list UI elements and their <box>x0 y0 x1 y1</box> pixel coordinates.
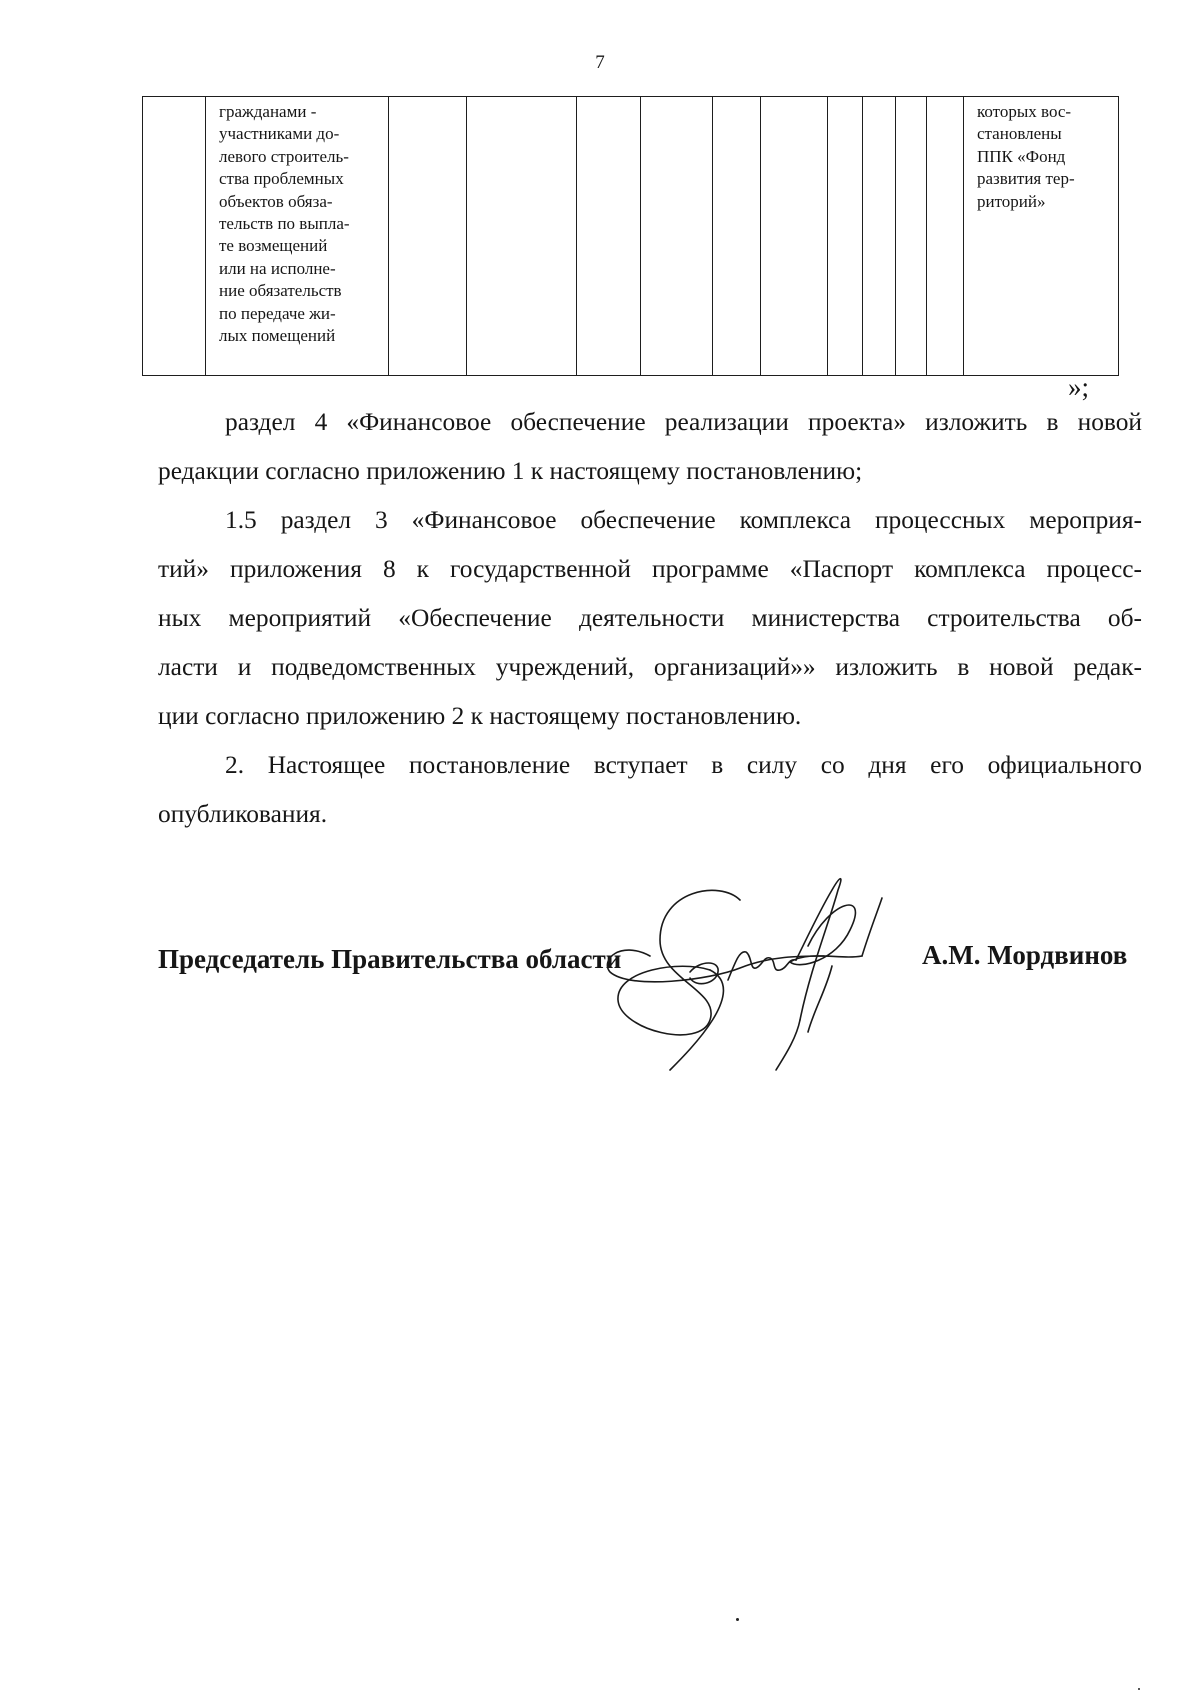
table-cell-empty <box>467 97 577 376</box>
table-cell-line: которых вос- <box>977 102 1072 121</box>
paragraph-line: ных мероприятий «Обеспечение деятельности министерства строительства об- <box>158 604 1142 632</box>
table-cell-line: ние обязательств <box>219 281 342 301</box>
table-cell-line: ства проблемных <box>219 169 344 189</box>
paragraph <box>158 398 1142 496</box>
body-text <box>158 398 1142 839</box>
paragraph-line: раздел 4 «Финансовое обеспечение реализации проекта» изложить в новой <box>225 408 1142 436</box>
continuation-table <box>142 96 1119 376</box>
table-cell-empty <box>389 97 467 376</box>
signatory-name: А.М. Мордвинов <box>922 940 1128 970</box>
table-cell-empty <box>641 97 713 376</box>
scan-speck <box>736 1618 739 1621</box>
table-cell-empty <box>896 97 927 376</box>
table-cell-line: участниками до- <box>219 124 340 144</box>
table-cell-line: левого строитель- <box>219 146 349 166</box>
table-cell-line: гражданами - <box>219 102 317 121</box>
table-cell-empty <box>713 97 761 376</box>
table-cell-empty <box>761 97 828 376</box>
table-cell-description <box>206 97 389 376</box>
table-cell-line: тельств по выпла- <box>219 214 350 234</box>
table-cell-line: по передаче жи- <box>219 303 336 323</box>
paragraph-line: ции согласно приложению 2 к настоящему постановлению. <box>158 702 802 730</box>
table-cell-line: развития тер- <box>977 169 1075 189</box>
table-cell-line: объектов обяза- <box>219 191 333 211</box>
table-cell-line: становлены <box>977 124 1062 144</box>
result-text <box>964 97 1118 213</box>
table-cell-empty <box>577 97 641 376</box>
table-cell-line: ППК «Фонд <box>977 146 1066 166</box>
table-cell-line: риторий» <box>977 191 1046 211</box>
paragraph-line: ласти и подведомственных учреждений, организаций»» изложить в новой редак- <box>158 653 1142 681</box>
paragraph-line: 1.5 раздел 3 «Финансовое обеспечение комплекса процессных мероприя- <box>225 506 1142 534</box>
paragraph <box>158 496 1142 741</box>
table-cell-empty <box>927 97 964 376</box>
closing-quote-mark: »; <box>1068 372 1090 402</box>
paragraph-line: редакции согласно приложению 1 к настоящему постановлению; <box>158 457 863 485</box>
table-cell-empty <box>828 97 863 376</box>
paragraph-line: 2. Настоящее постановление вступает в силу со дня его официального <box>225 751 1142 779</box>
paragraph <box>158 741 1142 839</box>
paragraph-line: опубликования. <box>158 800 328 828</box>
scan-speck <box>1138 1688 1140 1690</box>
description-text <box>206 97 388 347</box>
table-row <box>143 97 1119 376</box>
page-number: 7 <box>595 52 605 73</box>
signatory-position: Председатель Правительства области <box>158 944 622 974</box>
table-cell-line: лых помещений <box>219 326 336 346</box>
table-cell-line: те возмещений <box>219 236 328 256</box>
table-cell-result <box>964 97 1119 376</box>
table-cell-empty <box>863 97 896 376</box>
table-cell-index <box>143 97 206 376</box>
table-cell-line: или на исполне- <box>219 258 336 278</box>
handwritten-signature <box>600 860 960 1080</box>
paragraph-line: тий» приложения 8 к государственной программе «Паспорт комплекса процесс- <box>158 555 1142 583</box>
